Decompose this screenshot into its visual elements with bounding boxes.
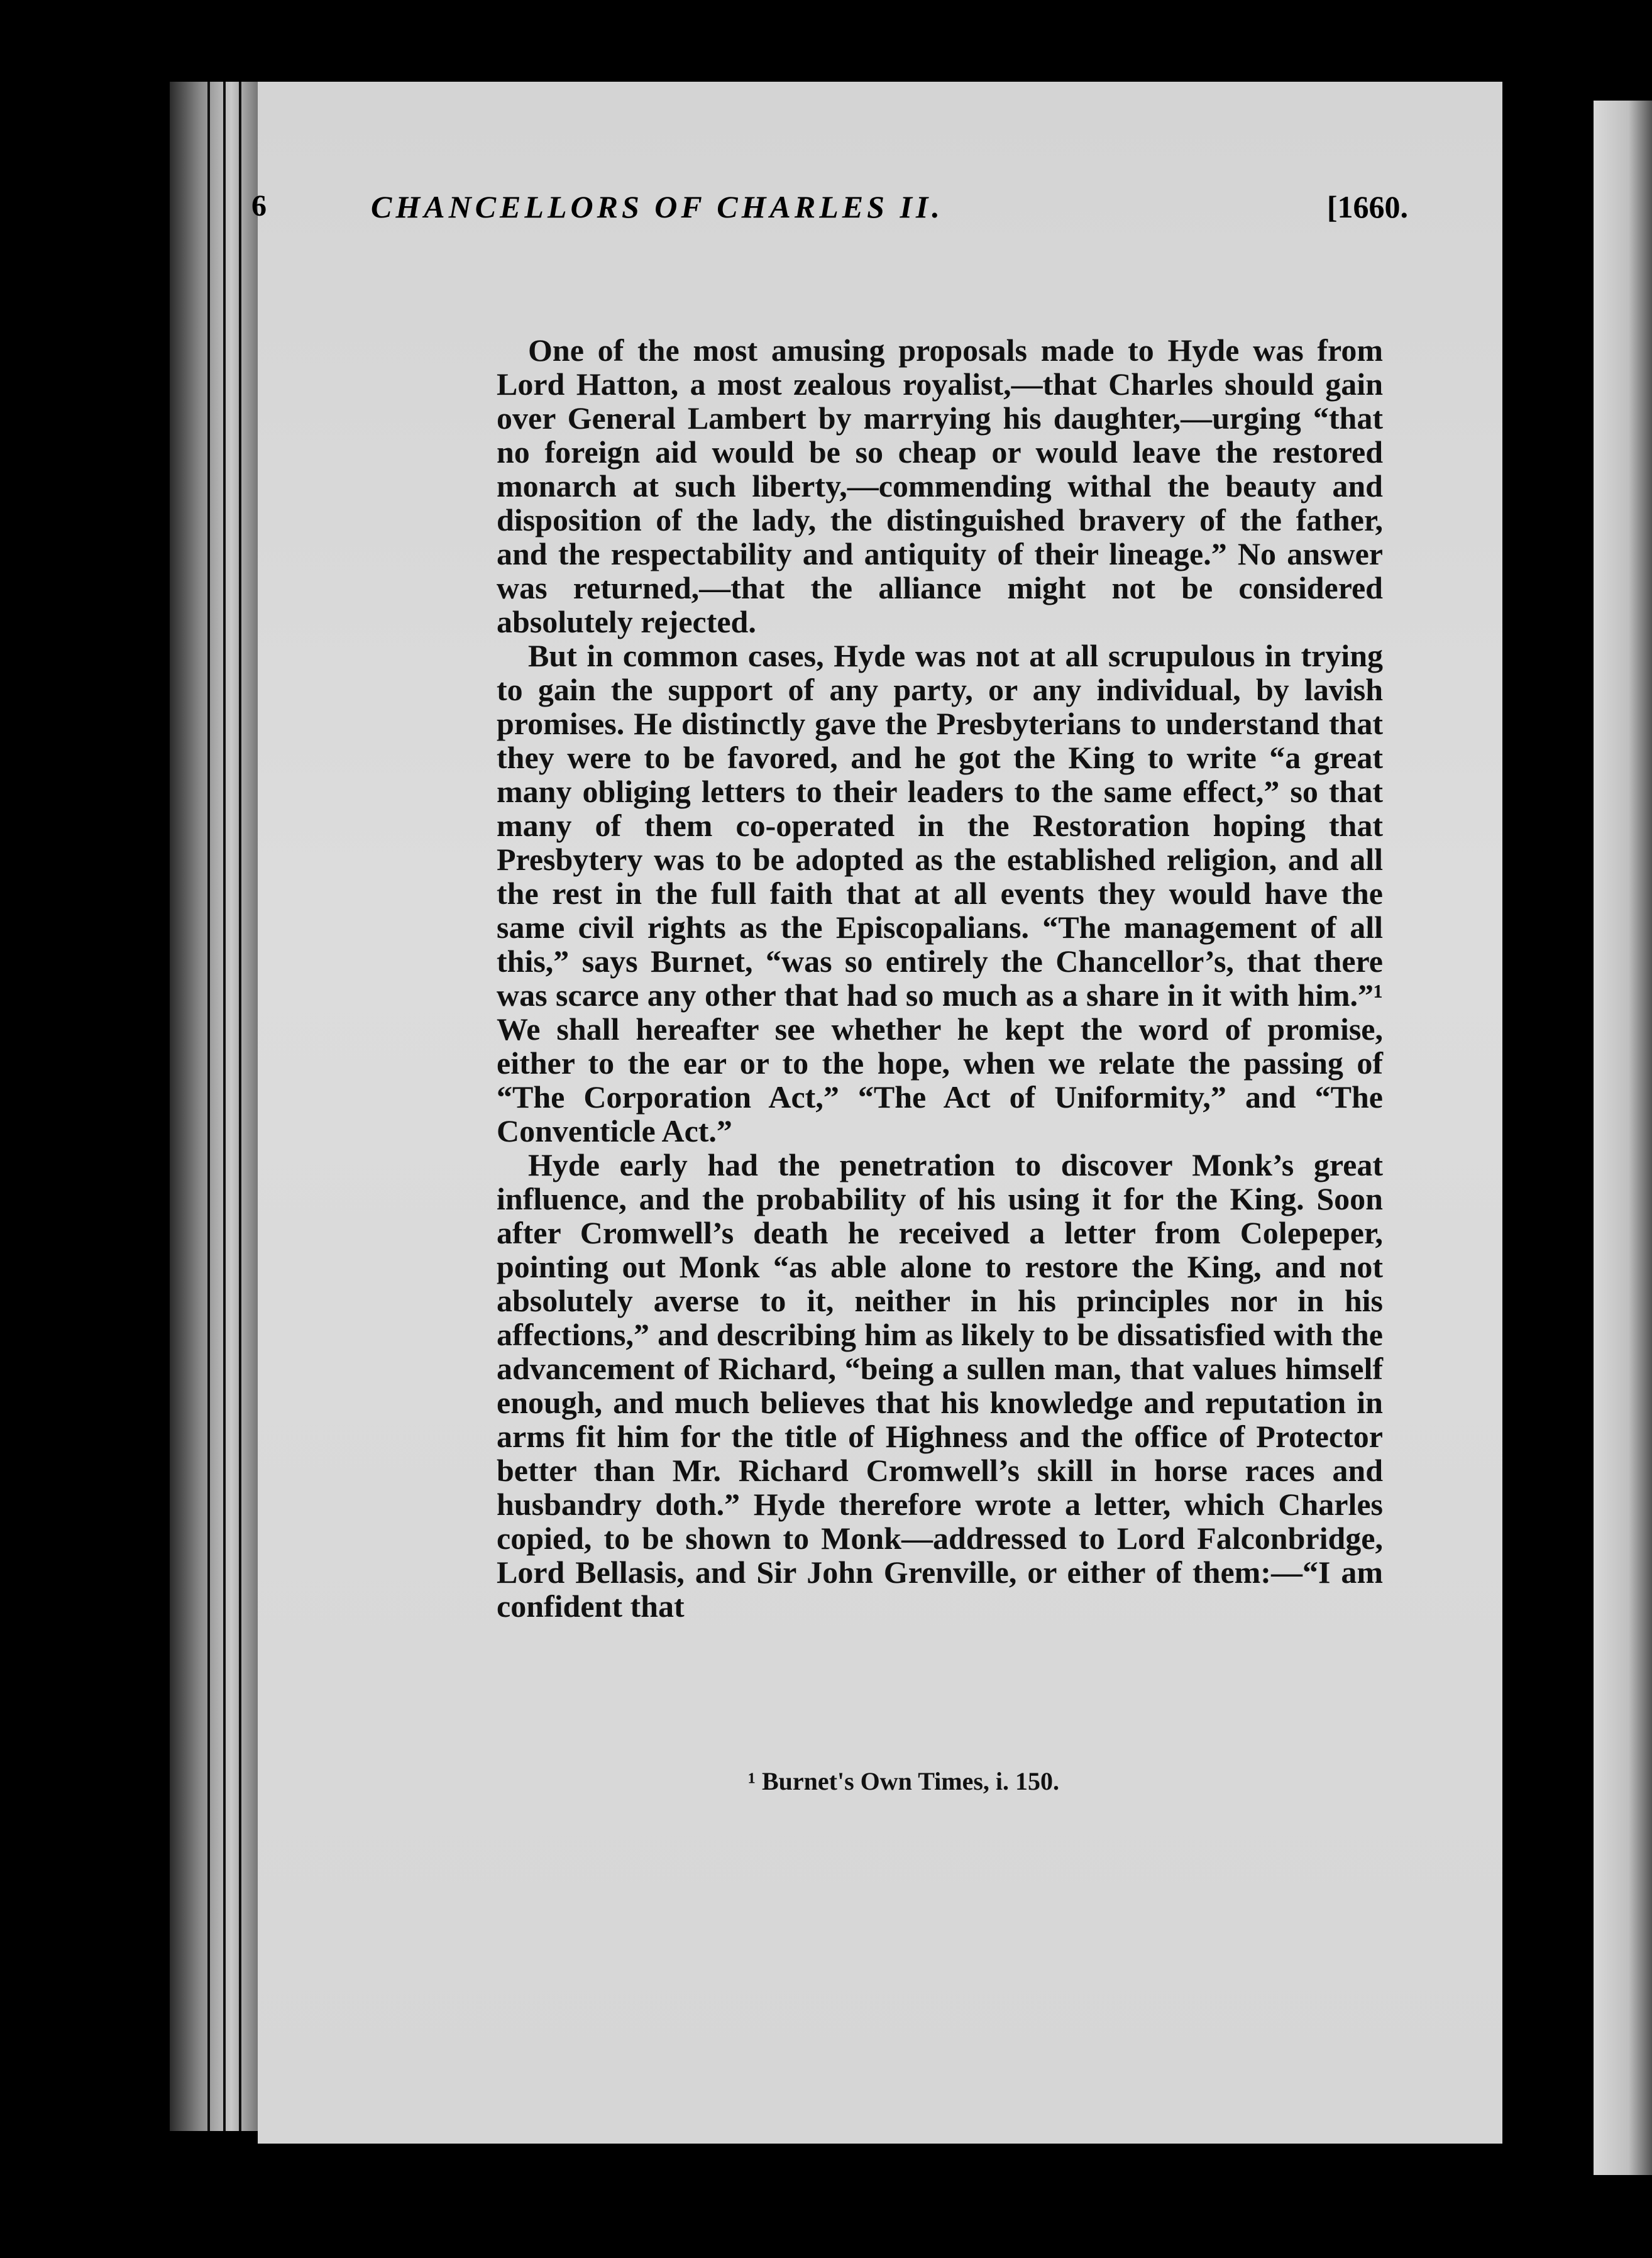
header-year: [1660. bbox=[1326, 189, 1408, 224]
body-text bbox=[497, 333, 1383, 1623]
paragraph: One of the most amusing proposals made to Hyde was from Lord Hatton, a most zealous royalist,—that Charles should gain over General Lambert by marrying his daughter,—urging “that no foreign aid would be so cheap or would leave the restored monarch at such liberty,—commending withal the beauty and disposition of the lady, the distinguished bravery of the father, and the respectability and antiquity of their lineage.” No answer was returned,—that the alliance might not be considered absolutely rejected. bbox=[497, 333, 1383, 639]
page-edge-line bbox=[239, 82, 241, 2131]
page-edge-line bbox=[207, 82, 210, 2131]
page-stack-edge bbox=[170, 82, 258, 2131]
footnote: ¹ Burnet's Own Times, i. 150. bbox=[748, 1767, 1060, 1795]
running-header bbox=[251, 189, 1421, 239]
page-edge-line bbox=[223, 82, 226, 2131]
paragraph: Hyde early had the penetration to discover Monk’s great influence, and the probability of his using it for the King. Soon after Cromwell’s death he received a letter from Colepeper, pointing out Monk “as able alone to restore the King, and not absolutely averse to it, neither in his principles nor in his affections,” and describing him as likely to be dissatisfied with the advancement of Richard, “being a sullen man, that values himself enough, and much believes that his knowledge and reputation in arms fit him for the title of Highness and the office of Protector better than Mr. Richard Cromwell’s skill in horse races and husbandry doth.” Hyde therefore wrote a letter, which Charles copied, to be shown to Monk—addressed to Lord Falconbridge, Lord Bellasis, and Sir John Grenville, or either of them:—“I am confident that bbox=[497, 1147, 1383, 1624]
paragraph: But in common cases, Hyde was not at all scrupulous in trying to gain the support of any party, or any individual, by lavish promises. He distinctly gave the Presbyterians to understand that they were to be favored, and he got the King to write “a great many obliging letters to their leaders to the same effect,” so that many of them co-operated in the Restoration hoping that Presbytery was to be adopted as the established religion, and all the rest in the full faith that at all events they would have the same civil rights as the Episcopalians. “The management of all this,” says Burnet, “was so entirely the Chancellor’s, that there was scarce any other that had so much as a share in it with him.”¹ We shall hereafter see whether he kept the word of promise, either to the ear or to the hope, when we relate the passing of “The Corporation Act,” “The Act of Uniformity,” and “The Conventicle Act.” bbox=[497, 638, 1383, 1148]
running-title: CHANCELLORS OF CHARLES II. bbox=[371, 189, 944, 224]
page-number: 6 bbox=[251, 189, 267, 223]
facing-page-edge bbox=[1594, 101, 1652, 2175]
